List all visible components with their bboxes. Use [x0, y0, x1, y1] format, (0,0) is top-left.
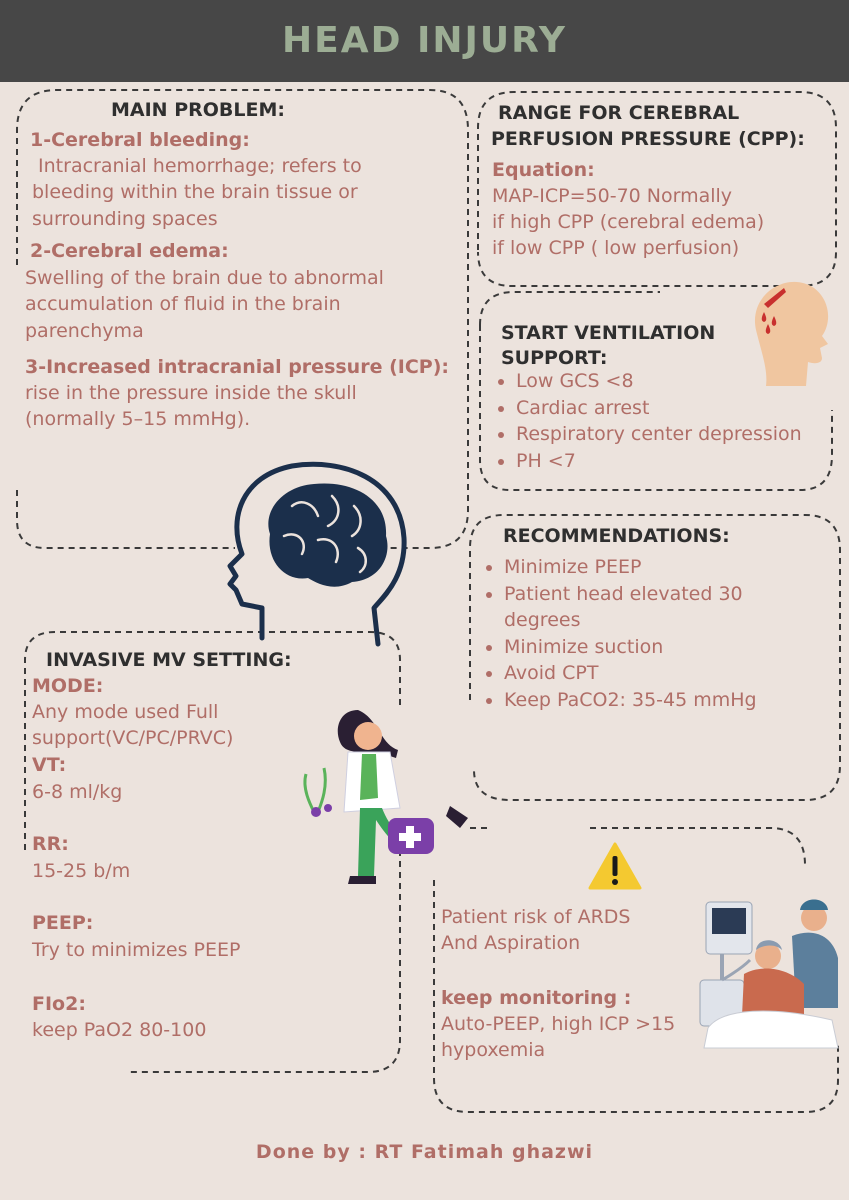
cerebral-edema-line-2: accumulation of fluid in the brain — [25, 293, 341, 315]
cerebral-bleeding-line-3: surrounding spaces — [32, 208, 218, 230]
ventilation-list — [493, 368, 802, 474]
header-bar — [0, 0, 849, 82]
ventilation-title-line-2: SUPPORT: — [501, 347, 608, 369]
main-problem-title: MAIN PROBLEM: — [111, 99, 285, 121]
ventilation-item: Low GCS <8 — [493, 368, 802, 395]
rr-value: 15-25 b/m — [32, 860, 131, 882]
vt-label: VT: — [32, 754, 67, 776]
mv-setting-title: INVASIVE MV SETTING: — [46, 649, 292, 671]
ventilator-patient-illustration — [692, 888, 842, 1056]
icp-line-2: (normally 5–15 mmHg). — [25, 408, 251, 430]
rr-label: RR: — [32, 833, 69, 855]
recommendation-item: Minimize PEEP — [481, 554, 811, 581]
cerebral-bleeding-line-1: Intracranial hemorrhage; refers to — [32, 155, 362, 177]
cerebral-edema-line-1: Swelling of the brain due to abnormal — [25, 267, 384, 289]
cerebral-edema-heading: 2-Cerebral edema: — [30, 240, 229, 262]
cpp-title-line-2: PERFUSION PRESSURE (CPP): — [491, 128, 805, 150]
ventilation-title-line-1: START VENTILATION — [501, 322, 716, 344]
risk-line-1: Patient risk of ARDS — [441, 906, 631, 928]
warning-icon — [588, 842, 642, 890]
cpp-line-3: if low CPP ( low perfusion) — [492, 237, 740, 259]
cpp-line-1: MAP-ICP=50-70 Normally — [492, 185, 733, 207]
mode-line-2: support(VC/PC/PRVC) — [32, 727, 234, 749]
page-title: HEAD INJURY — [282, 20, 567, 61]
recommendations-title: RECOMMENDATIONS: — [503, 525, 730, 547]
recommendation-item: Avoid CPT — [481, 660, 811, 687]
icp-heading: 3-Increased intracranial pressure (ICP): — [25, 356, 449, 378]
peep-label: PEEP: — [32, 912, 94, 934]
doctor-illustration — [300, 708, 472, 888]
cpp-equation-label: Equation: — [492, 159, 595, 181]
fio2-label: FIo2: — [32, 993, 86, 1015]
vt-value: 6-8 ml/kg — [32, 781, 123, 803]
ventilation-item: Cardiac arrest — [493, 395, 802, 422]
peep-value: Try to minimizes PEEP — [32, 939, 241, 961]
mode-line-1: Any mode used Full — [32, 701, 219, 723]
cerebral-bleeding-line-2: bleeding within the brain tissue or — [32, 181, 358, 203]
recommendation-item: Patient head elevated 30 degrees — [481, 581, 784, 634]
icp-line-1: rise in the pressure inside the skull — [25, 382, 357, 404]
cpp-title-line-1: RANGE FOR CEREBRAL — [498, 102, 740, 124]
recommendation-item: Minimize suction — [481, 634, 811, 661]
recommendations-list — [481, 554, 811, 713]
cerebral-edema-line-3: parenchyma — [25, 320, 144, 342]
ventilation-item: PH <7 — [493, 448, 802, 475]
brain-head-icon — [222, 458, 412, 648]
recommendation-item: Keep PaCO2: 35-45 mmHg — [481, 687, 811, 714]
cerebral-bleeding-heading: 1-Cerebral bleeding: — [30, 129, 250, 151]
mode-label: MODE: — [32, 675, 104, 697]
risk-line-2: And Aspiration — [441, 932, 581, 954]
fio2-value: keep PaO2 80-100 — [32, 1019, 207, 1041]
author-credit: Done by : RT Fatimah ghazwi — [255, 1141, 594, 1163]
cpp-line-2: if high CPP (cerebral edema) — [492, 211, 765, 233]
monitoring-line-2: hypoxemia — [441, 1039, 546, 1061]
monitoring-label: keep monitoring : — [441, 987, 632, 1009]
ventilation-item: Respiratory center depression — [493, 421, 802, 448]
monitoring-line-1: Auto-PEEP, high ICP >15 — [441, 1013, 676, 1035]
